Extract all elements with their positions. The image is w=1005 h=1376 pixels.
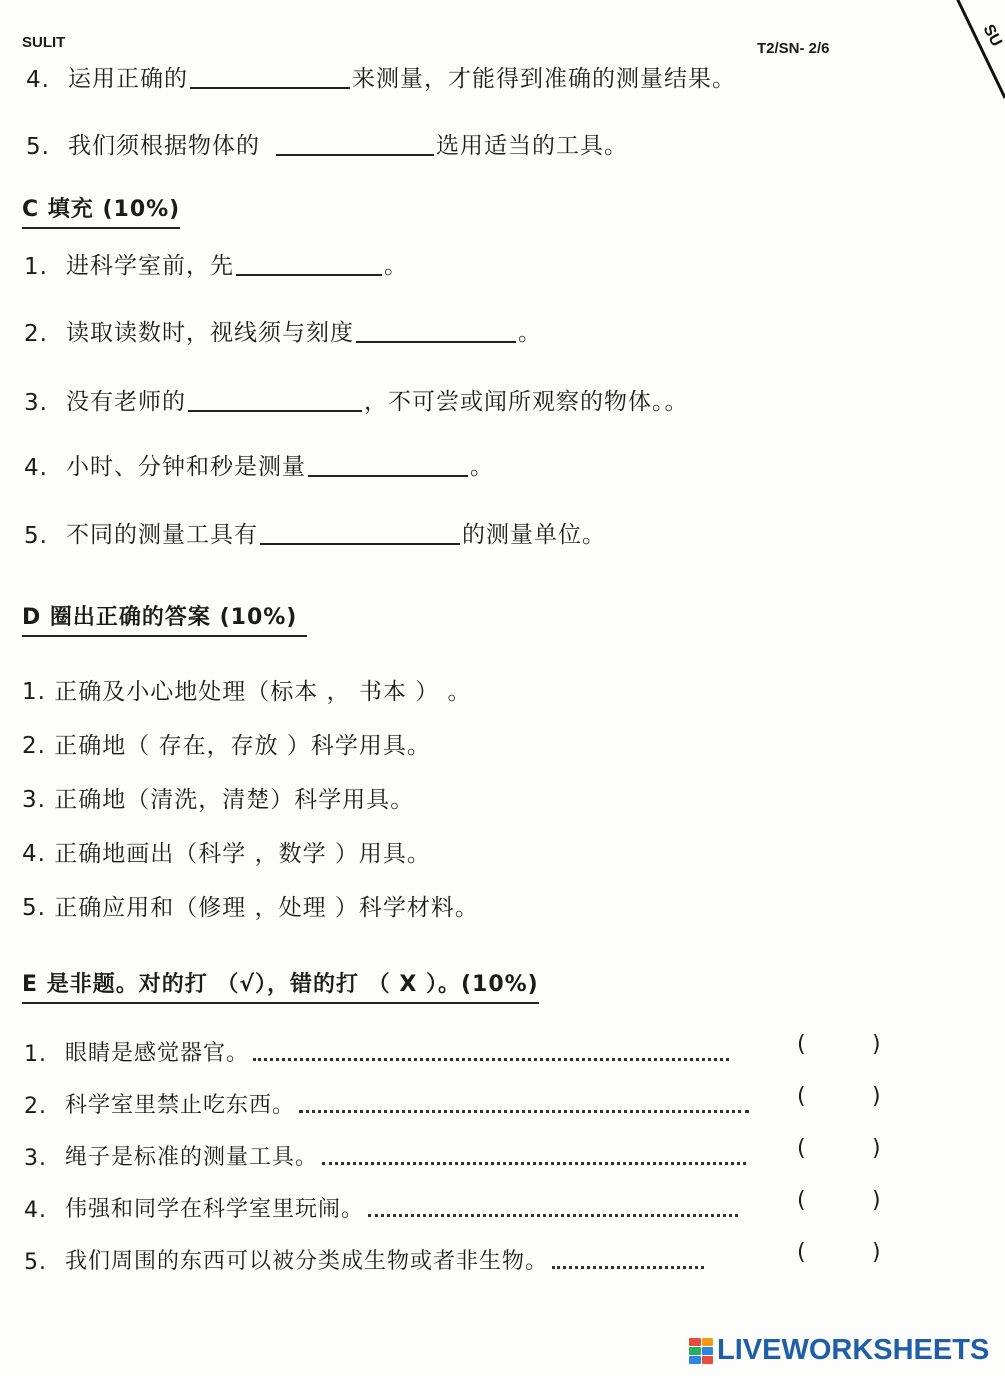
statement-text: 绳子是标准的测量工具。 — [65, 1145, 319, 1170]
leader-dots — [322, 1161, 746, 1165]
question-number: 3. — [24, 390, 48, 416]
answer-paren-open[interactable]: ( — [797, 1084, 806, 1109]
question-text-after: ，不可尝或闻所观察的物体。。 — [363, 389, 689, 415]
question-text-before: 我们须根据物体的 — [67, 133, 260, 159]
question-d2[interactable]: 2. 正确地（ 存在，存放 ）科学用具。 — [22, 733, 431, 759]
question-d4[interactable]: 4. 正确地画出（科学 ，数学 ）用具。 — [22, 841, 431, 867]
header-left: SULIT — [22, 34, 66, 51]
question-number: 5. — [24, 523, 48, 549]
question-text-after: 选用适当的工具。 — [435, 133, 628, 159]
question-e3 — [24, 1140, 752, 1171]
header-right: T2/SN- 2/6 — [757, 40, 830, 57]
answer-blank[interactable] — [356, 340, 516, 343]
question-text-after: 。 — [517, 320, 542, 346]
statement-text: 眼睛是感觉器官。 — [65, 1041, 250, 1066]
question-e2 — [24, 1088, 755, 1119]
question-number: 3. — [24, 1146, 47, 1171]
question-c4 — [24, 448, 494, 481]
question-number: 4. — [26, 67, 50, 93]
question-number: 1. — [24, 254, 48, 280]
liveworksheets-logo-icon — [689, 1338, 713, 1364]
question-text-before: 读取读数时，视线须与刻度 — [65, 320, 354, 346]
question-text-after: 。 — [469, 454, 494, 480]
question-text-before: 小时、分钟和秒是测量 — [65, 454, 306, 480]
answer-paren-close[interactable]: ) — [872, 1084, 881, 1109]
section-c-title: C 填充 (10%) — [22, 192, 180, 229]
liveworksheets-logo-text: LIVEWORKSHEETS — [717, 1334, 990, 1366]
question-e1 — [24, 1036, 735, 1067]
leader-dots — [552, 1265, 704, 1269]
answer-paren-open[interactable]: ( — [797, 1032, 806, 1057]
stamp-text: SU — [979, 21, 1005, 50]
statement-text: 伟强和同学在科学室里玩闹。 — [65, 1197, 365, 1222]
leader-dots — [299, 1109, 749, 1113]
corner-stamp — [955, 0, 1005, 108]
question-e4 — [24, 1192, 744, 1223]
question-b4 — [26, 60, 736, 93]
question-number: 5. — [24, 1250, 47, 1275]
question-text-before: 进科学室前，先 — [65, 253, 234, 279]
question-c1 — [24, 247, 408, 280]
question-d5[interactable]: 5. 正确应用和（修理 ，处理 ）科学材料。 — [22, 895, 479, 921]
answer-paren-close[interactable]: ) — [872, 1136, 881, 1161]
answer-blank[interactable] — [236, 273, 382, 276]
question-number: 2. — [24, 1094, 47, 1119]
leader-dots — [253, 1057, 729, 1061]
answer-paren-close[interactable]: ) — [872, 1240, 881, 1265]
question-b5 — [26, 127, 628, 160]
question-number: 2. — [24, 321, 48, 347]
answer-paren-open[interactable]: ( — [797, 1188, 806, 1213]
answer-blank[interactable] — [188, 409, 362, 412]
answer-paren-close[interactable]: ) — [872, 1188, 881, 1213]
question-d3[interactable]: 3. 正确地（清洗，清楚）科学用具。 — [22, 787, 415, 813]
question-number: 4. — [24, 455, 48, 481]
section-d-title: D 圈出正确的答案 (10%) — [22, 600, 307, 637]
question-c5 — [24, 516, 606, 549]
question-text-after: 的测量单位。 — [461, 522, 606, 548]
question-number: 5. — [26, 134, 50, 160]
question-e5 — [24, 1244, 710, 1275]
answer-paren-open[interactable]: ( — [797, 1136, 806, 1161]
question-text-before: 运用正确的 — [67, 66, 188, 92]
question-c2 — [24, 314, 542, 347]
question-number: 1. — [24, 1042, 47, 1067]
question-number: 4. — [24, 1198, 47, 1223]
answer-blank[interactable] — [276, 153, 434, 156]
question-text-before: 没有老师的 — [65, 389, 186, 415]
answer-paren-open[interactable]: ( — [797, 1240, 806, 1265]
answer-blank[interactable] — [260, 542, 460, 545]
question-text-before: 不同的测量工具有 — [65, 522, 258, 548]
question-d1[interactable]: 1. 正确及小心地处理（标本 ， 书本 ） 。 — [22, 679, 472, 705]
answer-paren-close[interactable]: ) — [872, 1032, 881, 1057]
statement-text: 我们周围的东西可以被分类成生物或者非生物。 — [65, 1249, 549, 1274]
question-c3 — [24, 383, 688, 416]
statement-text: 科学室里禁止吃东西。 — [65, 1093, 296, 1118]
question-text-after: 来测量，才能得到准确的测量结果。 — [351, 66, 736, 92]
liveworksheets-logo — [689, 1334, 989, 1367]
section-e-title: E 是非题。对的打 （√），错的打 （ X ）。(10%) — [22, 967, 539, 1004]
question-text-after: 。 — [383, 253, 408, 279]
answer-blank[interactable] — [190, 86, 350, 89]
leader-dots — [368, 1213, 738, 1217]
answer-blank[interactable] — [308, 474, 468, 477]
